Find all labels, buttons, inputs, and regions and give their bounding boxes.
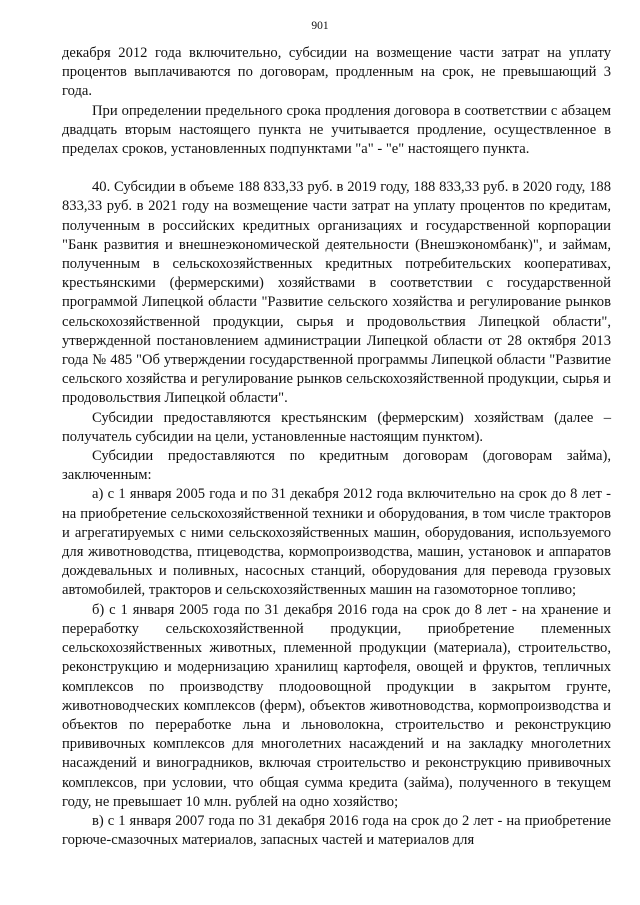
paragraph-extension-rule: При определении предельного срока продления договора в соответствии с абзацем двадцать вторым настоящего пункта не учитывается продление, осуществленное в пределах сроков, установленных подпунктами "а" - "е" настоящего пункта. — [62, 102, 611, 158]
paragraph-continuation: декабря 2012 года включительно, субсидии на возмещение части затрат на уплату процентов выплачиваются по договорам, продленным на срок, не превышающий 3 года. — [62, 45, 611, 100]
paragraph-clause-40: 40. Субсидии в объеме 188 833,33 руб. в 2019 году, 188 833,33 руб. в 2020 году, 188 833,33 руб. в 2021 году на возмещение части затрат на уплату процентов по кредитам, полученным в российских кредитных организациях и государственной корпорации "Банк развития и внешнеэкономической деятельности (Внешэкономбанк)", и займам, полученным в сельскохозяйственных кредитных потребительских кооперативах, крестьянскими (фермерскими) хозяйствами в соответствии с государственной программой Липецкой области "Развитие сельского хозяйства и регулирование рынков сельскохозяйственной продукции, сырья и продовольствия Липецкой области", утвержденной постановлением администрации Липецкой области от 28 октября 2013 года № 485 "Об утверждении государственной программы Липецкой области "Развитие сельского хозяйства и регулирование рынков сельскохозяйственной продукции, сырья и продовольствия Липецкой области". — [62, 179, 611, 407]
paragraph-contracts-intro: Субсидии предоставляются по кредитным договорам (договорам займа), заключенным: — [62, 448, 611, 484]
paragraph-recipients: Субсидии предоставляются крестьянским (фермерским) хозяйствам (далее – получатель субсидии на цели, установленные настоящим пунктом). — [62, 409, 611, 445]
paragraph-subitem-b: б) с 1 января 2005 года по 31 декабря 2016 года на срок до 8 лет - на хранение и переработку сельскохозяйственной продукции, приобретение племенных сельскохозяйственных животных, племенной продукции (материала), строительство, реконструкцию и модернизацию хранилищ картофеля, овощей и фруктов, тепличных комплексов по производству плодоовощной продукции в закрытом грунте, животноводческих комплексов (ферм), объектов животноводства, кормопроизводства и объектов по переработке льна и льноволокна, строительство и реконструкцию прививочных комплексов для многолетних насаждений и на закладку многолетних насаждений и виноградников, включая строительство и реконструкцию прививочных комплексов, при условии, что общая сумма кредита (займа), полученного в текущем году, не превышает 10 млн. рублей на одно хозяйство; — [62, 601, 611, 810]
page-number: 901 — [311, 20, 329, 32]
document-body — [62, 44, 611, 850]
paragraph-subitem-a: а) с 1 января 2005 года и по 31 декабря 2012 года включительно на срок до 8 лет - на приобретение сельскохозяйственной техники и оборудования, в том числе тракторов и агрегатируемых с ними сельскохозяйственных машин, оборудования, используемого для животноводства, птицеводства, кормопроизводства, машин, установок и аппаратов дождевальных и поливных, насосных станций, оборудования для перевода грузовых автомобилей, тракторов и сельскохозяйственных машин на газомоторное топливо; — [62, 486, 611, 599]
paragraph-subitem-v: в) с 1 января 2007 года по 31 декабря 2016 года на срок до 2 лет - на приобретение горюче-смазочных материалов, запасных частей и материалов для — [62, 812, 611, 849]
